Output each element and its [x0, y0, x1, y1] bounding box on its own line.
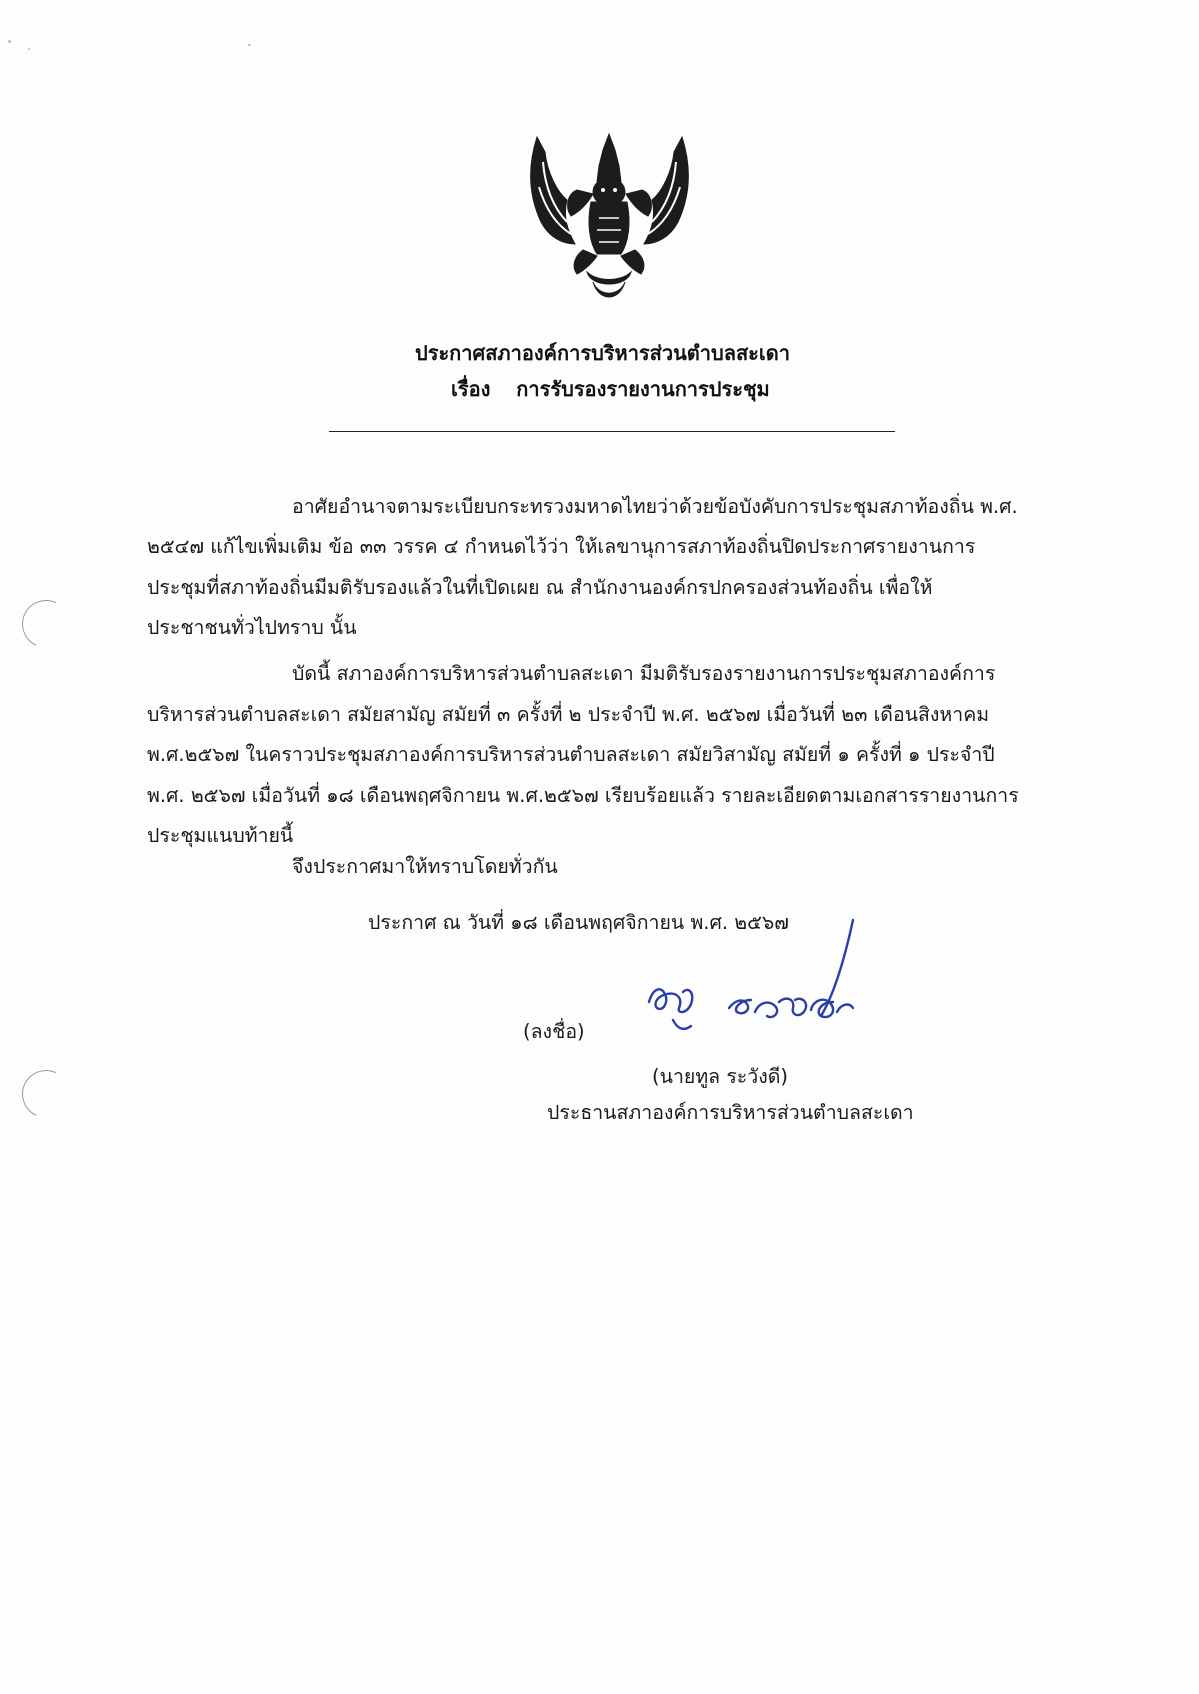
handwritten-signature-icon — [643, 916, 903, 1046]
paragraph-line: ประชุมแนบท้ายนี้ — [147, 824, 294, 847]
garuda-emblem-icon — [527, 132, 692, 302]
scan-speck — [248, 44, 251, 46]
subject-line — [451, 375, 770, 403]
sign-label: (ลงชื่อ) — [523, 1020, 585, 1043]
paragraph-line: ประชุมที่สภาท้องถิ่นมีมติรับรองแล้วในที่เปิดเผย ณ สำนักงานองค์กรปกครองส่วนท้องถิ่น เพื่อให้ — [147, 576, 933, 599]
signer-name: (นายทูล ระวังดี) — [652, 1065, 789, 1088]
paragraph-line: บัดนี้ สภาองค์การบริหารส่วนตำบลสะเดา มีมติรับรองรายงานการประชุมสภาองค์การ — [292, 662, 996, 685]
signer-position: ประธานสภาองค์การบริหารส่วนตำบลสะเดา — [547, 1101, 914, 1124]
scan-speck — [28, 48, 30, 50]
paragraph-line: ๒๕๔๗ แก้ไขเพิ่มเติม ข้อ ๓๓ วรรค ๔ กำหนดไว้ว่า ให้เลขานุการสภาท้องถิ่นปิดประกาศรายงานการ — [147, 535, 976, 558]
announcement-date: ประกาศ ณ วันที่ ๑๘ เดือนพฤศจิกายน พ.ศ. ๒๕๖๗ — [368, 911, 789, 934]
closing-statement: จึงประกาศมาให้ทราบโดยทั่วกัน — [292, 855, 558, 878]
scan-speck — [8, 40, 11, 43]
paragraph-line: อาศัยอำนาจตามระเบียบกระทรวงมหาดไทยว่าด้วยข้อบังคับการประชุมสภาท้องถิ่น พ.ศ. — [292, 495, 1018, 518]
paragraph-line: ประชาชนทั่วไปทราบ นั้น — [147, 616, 357, 639]
paragraph-line: พ.ศ. ๒๕๖๗ เมื่อวันที่ ๑๘ เดือนพฤศจิกายน พ.ศ.๒๕๖๗ เรียบร้อยแล้ว รายละเอียดตามเอกสารรายงานการ — [147, 784, 1019, 807]
subject-label: เรื่อง — [451, 377, 491, 401]
subject-text: การรับรองรายงานการประชุม — [516, 377, 770, 401]
punch-hole-mark — [15, 1063, 77, 1125]
announcement-title: ประกาศสภาองค์การบริหารส่วนตำบลสะเดา — [415, 341, 790, 365]
paragraph-line: บริหารส่วนตำบลสะเดา สมัยสามัญ สมัยที่ ๓ ครั้งที่ ๒ ประจำปี พ.ศ. ๒๕๖๗ เมื่อวันที่ ๒๓ เดือนสิงหาคม — [147, 703, 990, 726]
title-divider — [329, 431, 895, 432]
punch-hole-mark — [15, 593, 77, 655]
paragraph-line: พ.ศ.๒๕๖๗ ในคราวประชุมสภาองค์การบริหารส่วนตำบลสะเดา สมัยวิสามัญ สมัยที่ ๑ ครั้งที่ ๑ ประจำปี — [147, 743, 995, 766]
